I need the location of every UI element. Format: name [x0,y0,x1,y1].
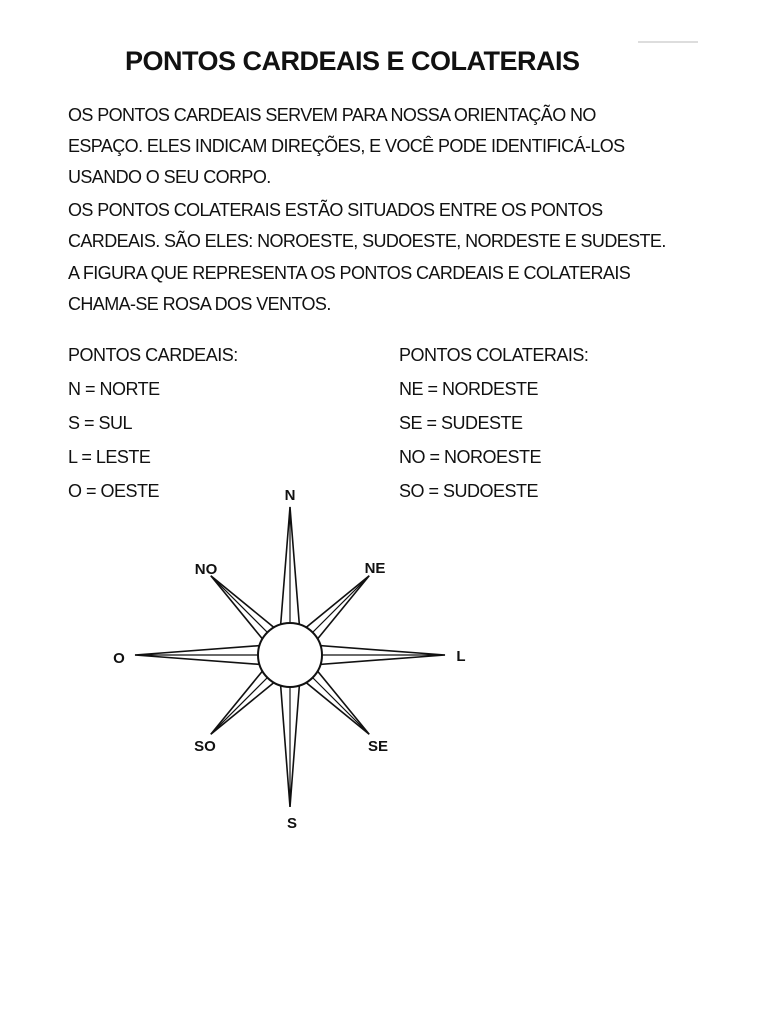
paragraph-line: CARDEAIS. SÃO ELES: NOROESTE, SUDOESTE, NORDESTE E SUDESTE. [68,231,666,251]
compass-center-circle [258,623,322,687]
cardinal-heading: PONTOS CARDEAIS: [68,345,238,365]
cardinal-item-west: O = OESTE [68,481,160,501]
collateral-item-northeast: NE = NORDESTE [399,379,539,399]
compass-label-west: O [113,650,125,667]
compass-label-northwest: NO [194,561,218,578]
cardinal-item-east: L = LESTE [68,447,151,467]
collateral-item-southeast: SE = SUDESTE [399,413,523,433]
paragraph-line: USANDO O SEU CORPO. [68,167,271,187]
collateral-item-southwest: SO = SUDOESTE [399,481,539,501]
compass-label-northeast: NE [364,560,386,577]
collateral-item-northwest: NO = NOROESTE [399,447,542,467]
paragraph-line: A FIGURA QUE REPRESENTA OS PONTOS CARDEAIS E COLATERAIS [68,263,631,283]
collateral-heading: PONTOS COLATERAIS: [399,345,589,365]
cardinal-item-north: N = NORTE [68,379,160,399]
compass-label-southeast: SE [367,738,389,755]
compass-label-southwest: SO [194,738,216,755]
compass-label-south: S [286,815,298,832]
paragraph-line: OS PONTOS CARDEAIS SERVEM PARA NOSSA ORIENTAÇÃO NO [68,105,596,125]
compass-label-east: L [456,648,466,665]
cardinal-item-south: S = SUL [68,413,133,433]
compass-label-north: N [284,487,296,504]
page-title: PONTOS CARDEAIS E COLATERAIS [125,46,580,76]
paragraph-line: CHAMA-SE ROSA DOS VENTOS. [68,294,331,314]
paragraph-line: ESPAÇO. ELES INDICAM DIREÇÕES, E VOCÊ PODE IDENTIFICÁ-LOS [68,136,625,156]
paragraph-line: OS PONTOS COLATERAIS ESTÃO SITUADOS ENTRE OS PONTOS [68,200,603,220]
